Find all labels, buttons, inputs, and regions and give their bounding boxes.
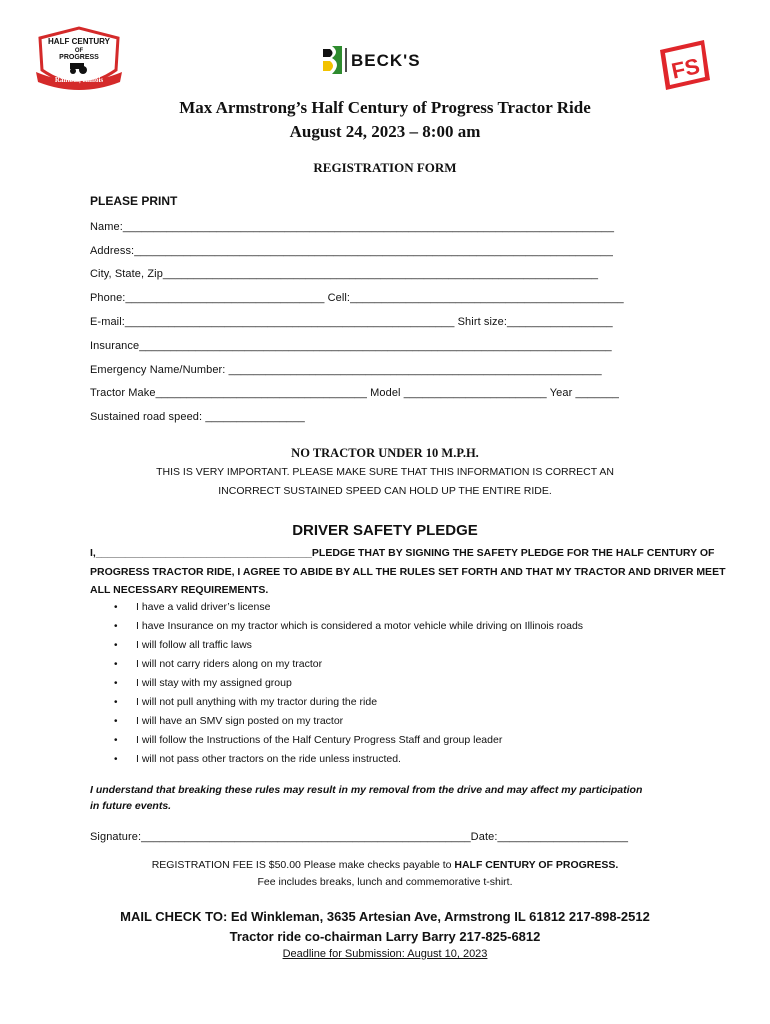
list-item [90, 655, 583, 674]
list-item [90, 750, 583, 769]
event-date: August 24, 2023 – 8:00 am [289, 122, 481, 141]
bullet-icon: • [114, 621, 118, 632]
pledge-line3: ALL NECESSARY REQUIREMENTS. [90, 584, 269, 596]
list-item [90, 598, 583, 617]
acknowledgement-line2: in future events. [90, 799, 172, 812]
pledge-rules-list [90, 598, 583, 769]
tractor-model-year-field[interactable]: Tractor Make__________________________________ Model _______________________ Year _______ [90, 387, 620, 399]
bullet-icon: • [114, 659, 118, 670]
pledge-line1: I,_____________________________________PLEDGE THAT BY SIGNING THE SAFETY PLEDGE FOR THE HALF CENTURY OF [90, 547, 715, 559]
hcp-line1: HALF CENTURY [48, 37, 110, 46]
name-field[interactable]: Name:_______________________________________________________________________________ [90, 221, 615, 233]
pledge-heading: DRIVER SAFETY PLEDGE [292, 522, 478, 539]
rule-text: I will not pass other tractors on the ride unless instructed. [136, 753, 401, 765]
speed-notice-line1: THIS IS VERY IMPORTANT. PLEASE MAKE SURE THAT THIS INFORMATION IS CORRECT AN [156, 466, 614, 478]
bullet-icon: • [114, 754, 118, 765]
list-item [90, 712, 583, 731]
rule-text: I will not pull anything with my tractor during the ride [136, 696, 378, 708]
event-title: Max Armstrong’s Half Century of Progress Tractor Ride [179, 98, 591, 117]
list-item [90, 693, 583, 712]
becks-logo [318, 44, 458, 76]
form-heading: REGISTRATION FORM [313, 160, 457, 175]
hcp-line3: PROGRESS [59, 54, 99, 61]
rule-text: I will stay with my assigned group [136, 677, 292, 689]
pledge-statement[interactable] [90, 544, 740, 600]
email-shirt-size-field[interactable]: E-mail:_____________________________________________________ Shirt size:_________________ [90, 316, 613, 328]
insurance-field[interactable]: Insurance____________________________________________________________________________ [90, 340, 612, 352]
rule-text: I will follow all traffic laws [136, 639, 252, 651]
co-chairman-contact: Tractor ride co-chairman Larry Barry 217-825-6812 [229, 929, 541, 944]
minimum-speed-heading: NO TRACTOR UNDER 10 M.P.H. [291, 446, 479, 460]
registration-fee [0, 859, 770, 871]
rule-text: I will have an SMV sign posted on my tractor [136, 715, 344, 727]
fs-logo [654, 36, 716, 98]
phone-cell-field[interactable]: Phone:________________________________ Cell:____________________________________________ [90, 292, 624, 304]
hcp-line4: Rantoul, Illinois [54, 76, 104, 84]
rule-text: I will follow the Instructions of the Half Century Progress Staff and group leader [136, 734, 503, 746]
submission-deadline: Deadline for Submission: August 10, 2023 [282, 948, 488, 960]
signature-date-field[interactable]: Signature:_____________________________________________________Date:_____________________ [90, 831, 629, 843]
mail-check-to: MAIL CHECK TO: Ed Winkleman, 3635 Artesian Ave, Armstrong IL 61812 217-898-2512 [120, 909, 650, 924]
city-state-zip-field[interactable]: City, State, Zip______________________________________________________________________ [90, 268, 599, 280]
speed-notice-line2: INCORRECT SUSTAINED SPEED CAN HOLD UP THE ENTIRE RIDE. [218, 485, 552, 497]
fee-includes: Fee includes breaks, lunch and commemorative t-shirt. [257, 876, 513, 888]
bullet-icon: • [114, 678, 118, 689]
road-speed-field[interactable]: Sustained road speed: ________________ [90, 411, 305, 423]
list-item [90, 617, 583, 636]
list-item [90, 636, 583, 655]
bullet-icon: • [114, 735, 118, 746]
rule-text: I have a valid driver’s license [136, 601, 271, 613]
please-print-label: PLEASE PRINT [90, 194, 178, 208]
bullet-icon: • [114, 697, 118, 708]
list-item [90, 731, 583, 750]
bullet-icon: • [114, 640, 118, 651]
emergency-contact-field[interactable]: Emergency Name/Number: ____________________________________________________________ [90, 364, 602, 376]
half-century-of-progress-logo [30, 26, 128, 96]
rule-text: I have Insurance on my tractor which is considered a motor vehicle while driving on Illinois roads [136, 620, 584, 632]
rule-text: I will not carry riders along on my tractor [136, 658, 323, 670]
rules-acknowledgement [90, 783, 710, 814]
address-field[interactable]: Address:_____________________________________________________________________________ [90, 245, 613, 257]
becks-wordmark: BECK'S [351, 51, 421, 70]
bullet-icon: • [114, 716, 118, 727]
pledge-line2: PROGRESS TRACTOR RIDE, I AGREE TO ABIDE BY ALL THE RULES SET FORTH AND THAT MY TRACTOR AND DRIVER MEET [90, 565, 726, 578]
list-item [90, 674, 583, 693]
payee-name: HALF CENTURY OF PROGRESS. [454, 859, 619, 871]
bullet-icon: • [114, 602, 118, 613]
fee-text: REGISTRATION FEE IS $50.00 Please make checks payable to [151, 859, 455, 871]
fs-letters: FS [669, 53, 702, 84]
hcp-line2: OF [74, 48, 84, 54]
acknowledgement-line1: I understand that breaking these rules may result in my removal from the drive and may affect my participation [90, 784, 643, 796]
